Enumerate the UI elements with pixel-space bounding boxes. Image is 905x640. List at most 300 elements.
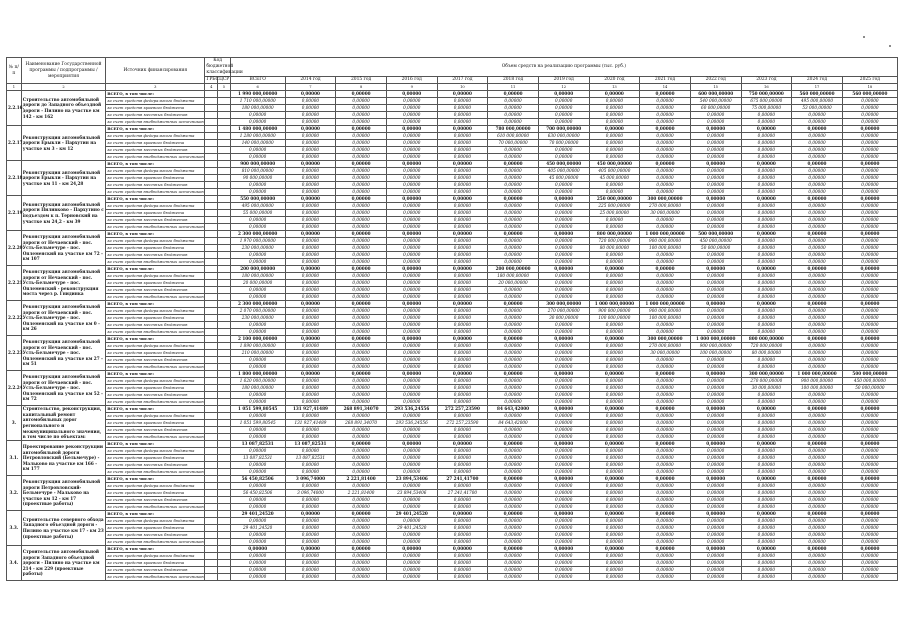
amount-year: 0,00000: [285, 203, 336, 210]
amount-year: 200 000,00000: [488, 266, 539, 273]
amount-year: 0,00000: [437, 518, 488, 525]
amount-year: 0,00000: [437, 217, 488, 224]
amount-year: 0,00000: [792, 168, 843, 175]
amount-year: 0,00000: [842, 175, 897, 182]
amount-year: 0,00000: [842, 119, 897, 126]
amount-year: 0,00000: [437, 126, 488, 133]
amount-year: 0,00000: [437, 322, 488, 329]
amount-year: 0,00000: [488, 175, 539, 182]
amount-year: 0,00000: [538, 518, 589, 525]
funding-source: ВСЕГО, в том числе:: [106, 91, 205, 98]
csr-cell: [218, 420, 231, 427]
amount-year: 0,00000: [589, 252, 640, 259]
table-row: [7, 196, 898, 203]
measure-name: Реконструкция автомобильной дороги от Нечаевский - пос. Усть-Бельмечуре - пос. Оплеменский на участке км 52 - км 72: [21, 371, 105, 406]
amount-year: 0,00000: [437, 336, 488, 343]
funding-source: за счет средств внебюджетных источников: [107, 539, 204, 544]
amount-year: 0,00000: [792, 252, 843, 259]
amount-year: 0,00000: [792, 175, 843, 182]
amount-total: 1 800 000,00000: [230, 371, 285, 378]
csr-cell: [218, 469, 231, 476]
funding-source: за счет средств внебюджетных источников: [107, 259, 204, 264]
amount-year: 0,00000: [792, 161, 843, 168]
amount-year: 0,00000: [640, 98, 691, 105]
table-row: [7, 301, 898, 308]
amount-year: 0,00000: [690, 448, 741, 455]
amount-year: 270 000,00000: [741, 378, 792, 385]
csr-cell: [218, 525, 231, 532]
amount-year: 0,00000: [842, 168, 897, 175]
header-total: ВСЕГО: [230, 77, 285, 84]
csr-cell: [218, 546, 231, 553]
amount-year: 0,00000: [336, 525, 387, 532]
amount-year: 0,00000: [386, 441, 437, 448]
amount-year: 0,00000: [386, 322, 437, 329]
csr-cell: [218, 238, 231, 245]
amount-year: 0,00000: [640, 518, 691, 525]
amount-year: 0,00000: [336, 427, 387, 434]
csr-cell: [218, 112, 231, 119]
table-row: [7, 168, 898, 175]
amount-year: 0,00000: [386, 497, 437, 504]
amount-year: 0,00000: [285, 392, 336, 399]
amount-year: 0,00000: [690, 252, 741, 259]
amount-year: 0,00000: [336, 189, 387, 196]
amount-year: 0,00000: [792, 539, 843, 546]
amount-year: 0,00000: [437, 189, 488, 196]
amount-year: 0,00000: [488, 392, 539, 399]
amount-year: 0,00000: [285, 518, 336, 525]
funding-source: за счет средств внебюджетных источников: [107, 224, 204, 229]
amount-year: 0,00000: [690, 462, 741, 469]
amount-year: 0,00000: [842, 238, 897, 245]
amount-year: 0,00000: [336, 560, 387, 567]
header-year: 2020 год: [589, 77, 640, 84]
csr-cell: [218, 168, 231, 175]
funding-source: за счет средств краевого бюджета: [106, 105, 205, 112]
csr-cell: [218, 385, 231, 392]
amount-year: 0,00000: [741, 448, 792, 455]
amount-year: 0,00000: [386, 462, 437, 469]
amount-year: 0,00000: [437, 371, 488, 378]
amount-year: 0,00000: [488, 154, 539, 161]
amount-year: 0,00000: [437, 280, 488, 287]
amount-year: 0,00000: [285, 497, 336, 504]
grbs-cell: [205, 413, 218, 420]
amount-year: 0,00000: [690, 280, 741, 287]
amount-year: 0,00000: [792, 154, 843, 161]
measure-name: Строительство автомобильной дороги до Западного объездной дороги - Пилино на участке км 142 - км 162: [21, 91, 105, 126]
funding-source: ВСЕГО, в том числе:: [106, 266, 205, 273]
table-row: [7, 504, 898, 511]
table-row: [7, 392, 898, 399]
amount-total: 29 401,24520: [230, 511, 285, 518]
measure-name: Реконструкция автомобильной дороги от Нечаевский - пос. Усть-Бельмечуре - пос. Оплеменский на участке км 72 - км 107: [21, 231, 105, 266]
amount-year: 0,00000: [792, 133, 843, 140]
amount-year: 30 000,00000: [640, 210, 691, 217]
table-row: [7, 98, 898, 105]
amount-year: 0,00000: [386, 518, 437, 525]
table-body: [7, 91, 898, 581]
grbs-cell: [205, 567, 218, 574]
table-row: [7, 385, 898, 392]
amount-year: 0,00000: [538, 567, 589, 574]
amount-total: 0,00000: [230, 539, 285, 546]
amount-year: 0,00000: [285, 546, 336, 553]
amount-year: 0,00000: [842, 441, 897, 448]
amount-year: 0,00000: [690, 469, 741, 476]
amount-year: 0,00000: [589, 553, 640, 560]
amount-year: 0,00000: [842, 343, 897, 350]
amount-year: 0,00000: [792, 574, 843, 581]
amount-year: 0,00000: [488, 553, 539, 560]
grbs-cell: [205, 161, 218, 168]
funding-source: за счет средств краевого бюджета: [106, 210, 205, 217]
amount-year: 0,00000: [640, 357, 691, 364]
amount-year: 0,00000: [792, 224, 843, 231]
csr-cell: [218, 406, 231, 413]
amount-year: 0,00000: [589, 294, 640, 301]
amount-year: 0,00000: [538, 441, 589, 448]
amount-year: 0,00000: [792, 357, 843, 364]
csr-cell: [218, 574, 231, 581]
funding-source: за счет средств внебюджетных источников: [107, 399, 204, 404]
amount-year: 0,00000: [285, 385, 336, 392]
amount-year: 0,00000: [589, 119, 640, 126]
amount-year: 29 401,24520: [386, 511, 437, 518]
amount-year: 0,00000: [690, 413, 741, 420]
table-row: [7, 413, 898, 420]
csr-cell: [218, 336, 231, 343]
amount-total: 180 000,00000: [230, 385, 285, 392]
amount-year: 0,00000: [437, 469, 488, 476]
amount-year: 0,00000: [285, 532, 336, 539]
amount-year: 0,00000: [792, 301, 843, 308]
amount-year: 0,00000: [640, 175, 691, 182]
amount-year: 0,00000: [538, 553, 589, 560]
amount-total: 140 000,00000: [230, 140, 285, 147]
amount-year: 0,00000: [741, 182, 792, 189]
amount-year: 27 241,41700: [437, 476, 488, 483]
amount-year: 0,00000: [690, 308, 741, 315]
table-row: [7, 399, 898, 406]
amount-year: 0,00000: [538, 266, 589, 273]
amount-year: 0,00000: [386, 371, 437, 378]
amount-year: 0,00000: [386, 287, 437, 294]
funding-source: за счет средств федерального бюджета: [106, 168, 205, 175]
amount-year: 0,00000: [792, 140, 843, 147]
amount-year: 0,00000: [488, 294, 539, 301]
amount-year: 0,00000: [741, 399, 792, 406]
row-number: 2.2.18.: [7, 161, 22, 196]
funding-source: за счет средств федерального бюджета: [106, 238, 205, 245]
amount-year: 300 000,00000: [538, 301, 589, 308]
amount-year: 0,00000: [690, 140, 741, 147]
grbs-cell: [205, 210, 218, 217]
amount-year: 0,00000: [285, 511, 336, 518]
header-name: Наименование Государственной программы / подпрограммы / мероприятия: [21, 58, 105, 84]
amount-total: 1 990 000,00000: [230, 91, 285, 98]
amount-year: 0,00000: [792, 448, 843, 455]
header-year: 2021 год: [640, 77, 691, 84]
csr-cell: [218, 259, 231, 266]
amount-year: 0,00000: [386, 469, 437, 476]
amount-year: 0,00000: [437, 539, 488, 546]
amount-year: 0,00000: [336, 518, 387, 525]
amount-year: 900 000,00000: [690, 343, 741, 350]
amount-year: 0,00000: [285, 238, 336, 245]
amount-year: 0,00000: [741, 245, 792, 252]
amount-year: 84 643,42000: [488, 420, 539, 427]
table-row: [7, 259, 898, 266]
amount-year: 53 000,00000: [792, 105, 843, 112]
amount-year: 0,00000: [437, 231, 488, 238]
amount-year: 0,00000: [336, 154, 387, 161]
amount-year: 0,00000: [741, 483, 792, 490]
amount-year: 0,00000: [589, 497, 640, 504]
amount-year: 0,00000: [842, 420, 897, 427]
amount-total: 180 000,00000: [230, 273, 285, 280]
amount-year: 0,00000: [336, 469, 387, 476]
csr-cell: [218, 364, 231, 371]
csr-cell: [218, 532, 231, 539]
amount-year: 293 536,24556: [386, 406, 437, 413]
amount-year: 0,00000: [285, 98, 336, 105]
amount-year: 0,00000: [589, 378, 640, 385]
grbs-cell: [205, 189, 218, 196]
amount-year: 0,00000: [690, 196, 741, 203]
amount-year: 0,00000: [437, 245, 488, 252]
amount-year: 293 536,24556: [386, 420, 437, 427]
amount-year: 0,00000: [386, 336, 437, 343]
amount-year: 0,00000: [336, 259, 387, 266]
header-row-1: [7, 58, 898, 77]
amount-year: 0,00000: [640, 224, 691, 231]
amount-year: 0,00000: [690, 497, 741, 504]
amount-year: 0,00000: [690, 567, 741, 574]
amount-year: 0,00000: [285, 252, 336, 259]
amount-year: 0,00000: [589, 112, 640, 119]
amount-year: 0,00000: [640, 553, 691, 560]
amount-year: 0,00000: [741, 357, 792, 364]
amount-total: 2 300 000,00000: [230, 301, 285, 308]
amount-year: 0,00000: [589, 448, 640, 455]
amount-year: 0,00000: [842, 98, 897, 105]
header-year: 2016 год: [386, 77, 437, 84]
amount-year: 0,00000: [589, 280, 640, 287]
amount-year: 0,00000: [842, 574, 897, 581]
amount-year: 0,00000: [690, 112, 741, 119]
amount-year: 30 000,00000: [538, 315, 589, 322]
amount-year: 0,00000: [741, 294, 792, 301]
csr-cell: [218, 343, 231, 350]
amount-year: 0,00000: [842, 182, 897, 189]
funding-source: за счет средств внебюджетных источников: [107, 329, 204, 334]
amount-year: 0,00000: [437, 455, 488, 462]
amount-year: 0,00000: [386, 308, 437, 315]
amount-year: 0,00000: [741, 420, 792, 427]
header-source: Источник финансирования: [106, 58, 205, 84]
amount-year: 0,00000: [842, 217, 897, 224]
amount-year: 0,00000: [437, 399, 488, 406]
amount-year: 131 927,41489: [285, 406, 336, 413]
amount-year: 0,00000: [336, 196, 387, 203]
amount-year: 0,00000: [589, 273, 640, 280]
amount-year: 0,00000: [792, 196, 843, 203]
csr-cell: [218, 161, 231, 168]
amount-year: 0,00000: [741, 406, 792, 413]
amount-year: 0,00000: [741, 532, 792, 539]
amount-year: 0,00000: [538, 252, 589, 259]
amount-year: 0,00000: [842, 413, 897, 420]
header-grbs: ГРБС: [206, 77, 219, 82]
amount-year: 0,00000: [842, 518, 897, 525]
amount-year: 0,00000: [285, 378, 336, 385]
funding-source: за счет средств краевого бюджета: [106, 350, 205, 357]
amount-year: 0,00000: [285, 308, 336, 315]
amount-year: 0,00000: [589, 434, 640, 441]
amount-year: 0,00000: [690, 119, 741, 126]
table-row: [7, 427, 898, 434]
amount-year: 0,00000: [285, 567, 336, 574]
grbs-cell: [205, 525, 218, 532]
amount-year: 0,00000: [842, 203, 897, 210]
funding-source: за счет средств местных бюджетов: [106, 322, 205, 329]
amount-year: 0,00000: [437, 546, 488, 553]
amount-year: 0,00000: [285, 483, 336, 490]
amount-year: 0,00000: [386, 574, 437, 581]
amount-year: 0,00000: [336, 273, 387, 280]
amount-year: 0,00000: [488, 399, 539, 406]
amount-year: 0,00000: [336, 553, 387, 560]
amount-year: 0,00000: [488, 448, 539, 455]
funding-source: за счет средств местных бюджетов: [106, 497, 205, 504]
amount-year: 0,00000: [488, 168, 539, 175]
column-number: 2: [21, 84, 105, 91]
amount-year: 0,00000: [741, 231, 792, 238]
amount-year: 0,00000: [488, 469, 539, 476]
amount-year: 0,00000: [386, 98, 437, 105]
funding-source: за счет средств краевого бюджета: [106, 280, 205, 287]
row-number: 2.2.16.: [7, 91, 22, 126]
grbs-cell: [205, 231, 218, 238]
amount-year: 0,00000: [792, 203, 843, 210]
amount-year: 0,00000: [589, 567, 640, 574]
amount-year: 0,00000: [690, 266, 741, 273]
amount-year: 0,00000: [538, 511, 589, 518]
amount-year: 0,00000: [437, 105, 488, 112]
amount-year: 0,00000: [386, 119, 437, 126]
amount-year: 0,00000: [690, 406, 741, 413]
amount-total: 0,00000: [230, 154, 285, 161]
amount-total: 1 480 000,00000: [230, 126, 285, 133]
grbs-cell: [205, 469, 218, 476]
amount-year: 0,00000: [386, 539, 437, 546]
amount-year: 0,00000: [488, 343, 539, 350]
amount-year: 0,00000: [589, 525, 640, 532]
amount-year: 0,00000: [640, 378, 691, 385]
amount-total: 56 450,82506: [230, 476, 285, 483]
amount-year: 0,00000: [842, 462, 897, 469]
amount-year: 0,00000: [538, 392, 589, 399]
funding-source: ВСЕГО, в том числе:: [106, 336, 205, 343]
table-row: [7, 574, 898, 581]
amount-year: 0,00000: [488, 455, 539, 462]
amount-year: 0,00000: [437, 378, 488, 385]
csr-cell: [218, 329, 231, 336]
table-row: [7, 287, 898, 294]
grbs-cell: [205, 315, 218, 322]
csr-cell: [218, 476, 231, 483]
amount-year: 0,00000: [488, 259, 539, 266]
csr-cell: [218, 350, 231, 357]
amount-year: 50 000,00000: [690, 245, 741, 252]
amount-total: 0,00000: [230, 357, 285, 364]
table-row: [7, 560, 898, 567]
table-row: [7, 539, 898, 546]
amount-year: 0,00000: [842, 224, 897, 231]
csr-cell: [218, 280, 231, 287]
amount-year: 0,00000: [488, 511, 539, 518]
amount-year: 0,00000: [842, 392, 897, 399]
amount-year: 0,00000: [842, 259, 897, 266]
amount-year: 0,00000: [741, 119, 792, 126]
amount-year: 0,00000: [336, 497, 387, 504]
amount-year: 0,00000: [437, 252, 488, 259]
amount-year: 0,00000: [488, 245, 539, 252]
amount-year: 630 000,00000: [538, 133, 589, 140]
amount-year: 720 000,00000: [741, 343, 792, 350]
funding-source: за счет средств местных бюджетов: [106, 567, 205, 574]
amount-year: 0,00000: [640, 574, 691, 581]
amount-year: 0,00000: [792, 147, 843, 154]
amount-year: 0,00000: [488, 98, 539, 105]
grbs-cell: [205, 546, 218, 553]
amount-year: 0,00000: [589, 413, 640, 420]
amount-year: 0,00000: [285, 427, 336, 434]
amount-year: 0,00000: [538, 462, 589, 469]
amount-year: 0,00000: [538, 224, 589, 231]
amount-year: 0,00000: [589, 490, 640, 497]
amount-year: 0,00000: [640, 546, 691, 553]
amount-year: 0,00000: [589, 329, 640, 336]
table-row: [7, 476, 898, 483]
amount-year: 0,00000: [690, 539, 741, 546]
amount-year: 0,00000: [741, 280, 792, 287]
csr-cell: [218, 497, 231, 504]
amount-total: 0,00000: [230, 329, 285, 336]
amount-year: 0,00000: [336, 168, 387, 175]
amount-year: 0,00000: [792, 455, 843, 462]
amount-total: 0,00000: [230, 322, 285, 329]
csr-cell: [218, 553, 231, 560]
amount-year: 0,00000: [437, 483, 488, 490]
amount-year: 1 000 000,00000: [640, 301, 691, 308]
amount-year: 0,00000: [842, 476, 897, 483]
amount-year: 0,00000: [488, 105, 539, 112]
amount-year: 0,00000: [488, 196, 539, 203]
grbs-cell: [205, 441, 218, 448]
amount-year: 0,00000: [386, 210, 437, 217]
row-number: 2.2.17.: [7, 126, 22, 161]
amount-year: 0,00000: [538, 476, 589, 483]
grbs-cell: [205, 455, 218, 462]
amount-year: 0,00000: [488, 224, 539, 231]
amount-year: 0,00000: [741, 161, 792, 168]
amount-year: 180 000,00000: [488, 273, 539, 280]
row-number: 3.1.: [7, 441, 22, 476]
funding-source: за счет средств федерального бюджета: [106, 518, 205, 525]
